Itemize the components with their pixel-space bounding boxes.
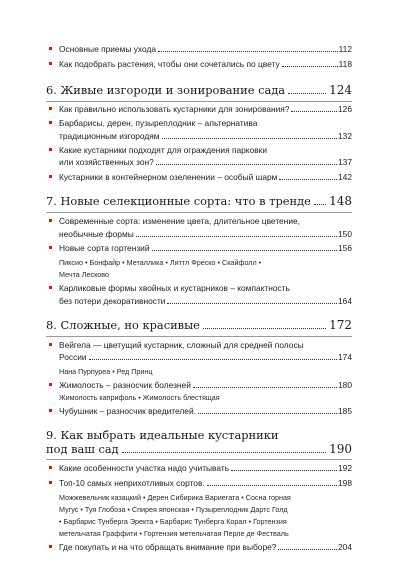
toc-entry-title-line: Современные сорта: изменение цвета, длительное цветение, <box>59 216 301 226</box>
toc-page-number: 185 <box>338 406 352 416</box>
dot-leader <box>314 204 326 205</box>
toc-entry-title: традиционным изгородям <box>59 131 160 141</box>
toc-entry[interactable] <box>59 352 352 362</box>
dot-leader <box>279 179 337 180</box>
toc-subitems: Пиксио • Бонфайр • Металлика • Литтл Фреско • Скайфолл • <box>59 258 262 267</box>
toc-entry-title: Новые сорта гортензий <box>59 243 150 253</box>
toc-entry[interactable] <box>59 380 352 390</box>
bullet-icon <box>49 246 52 249</box>
toc-entry-title: или хозяйственных зон? <box>59 157 154 167</box>
toc-entry-title: Жимолость – разносчик болезней <box>59 380 191 390</box>
toc-entry-title: Как подобрать растения, чтобы они сочетались по цвету <box>59 59 280 69</box>
bullet-icon <box>49 175 52 178</box>
chapter-title-line: 9. Как выбрать идеальные кустарники <box>46 428 279 442</box>
toc-subitems: Жимолость каприфоль • Жимолость блестящая <box>59 393 220 402</box>
bullet-icon <box>49 47 52 50</box>
toc-entry[interactable] <box>59 542 352 552</box>
chapter-rule <box>46 459 352 460</box>
toc-subitems: • Барбарис Тунберга Эректа • Барбарис Тунберга Корал • Гортензия <box>59 517 287 526</box>
bullet-icon <box>49 409 52 412</box>
toc-subitems: Нана Пурпуреа • Ред Принц <box>59 367 153 376</box>
toc-entry-title: Основные приемы ухода <box>59 44 156 54</box>
toc-subitems: метельчатая Граффити • Гортензия метельчатая Перле де Фестваль <box>59 529 289 538</box>
bullet-icon <box>49 219 52 222</box>
toc-entry[interactable] <box>59 131 352 141</box>
dot-leader <box>198 413 337 414</box>
chapter-title: под ваш сад <box>46 442 119 456</box>
chapter-heading[interactable] <box>46 442 352 456</box>
bullet-icon <box>49 545 52 548</box>
toc-entry-title-line: Карликовые формы хвойных и кустарников – компактность <box>59 283 290 293</box>
toc-page-number: 192 <box>338 463 352 473</box>
dot-leader <box>167 303 337 304</box>
chapter-heading[interactable] <box>46 318 352 332</box>
toc-entry[interactable] <box>59 478 352 488</box>
toc-page-number: 118 <box>338 59 352 69</box>
chapter-page-number: 148 <box>329 194 352 208</box>
chapter-title: 7. Новые селекционные сорта: что в тренде <box>46 194 311 208</box>
dot-leader <box>231 470 337 471</box>
dot-leader <box>207 485 337 486</box>
toc-page-number: 126 <box>338 104 352 114</box>
toc-entry[interactable] <box>59 463 352 473</box>
chapter-rule <box>46 212 352 213</box>
toc-entry-title: Где покупать и на что обращать внимание при выборе? <box>59 542 277 552</box>
chapter-title: 6. Живые изгороди и зонирование сада <box>46 83 286 97</box>
toc-entry[interactable] <box>59 296 352 306</box>
dot-leader <box>288 93 326 94</box>
toc-page-number: 204 <box>338 542 352 552</box>
toc-entry-title: Как правильно использовать кустарники для зонирования? <box>59 104 290 114</box>
toc-entry-title: Чубушник – разносчик вредителей. <box>59 406 196 416</box>
chapter-heading[interactable] <box>46 83 352 97</box>
toc-page-number: 137 <box>338 157 352 167</box>
toc-entry-title-line: Барбарисы, дерен, пузыреплодник – альтернатива <box>59 118 258 128</box>
dot-leader <box>152 250 337 251</box>
dot-leader <box>158 51 338 52</box>
toc-subitems: Мугус • Туя Глобоза • Спирея японская • Пузыреплодник Дартс Голд <box>59 505 288 514</box>
toc-entry-title: Топ-10 самых неприхотливых сортов. <box>59 478 205 488</box>
toc-entry-title-line: Вейгела — цветущий кустарник, сложный для средней полосы <box>59 340 304 350</box>
dot-leader <box>291 111 337 112</box>
toc-page-number: 198 <box>338 478 352 488</box>
toc-page-number: 142 <box>338 172 352 182</box>
bullet-icon <box>49 286 52 289</box>
toc-page-number: 112 <box>338 44 352 54</box>
chapter-page-number: 124 <box>329 83 352 97</box>
table-of-contents <box>46 0 352 586</box>
toc-page-number: 156 <box>338 243 352 253</box>
toc-page-number: 180 <box>338 380 352 390</box>
toc-entry-title-line: Какие кустарники подходят для ограждения парковки <box>59 145 268 155</box>
toc-entry-title: Кустарники в контейнерном озеленении – особый шарм <box>59 172 278 182</box>
chapter-rule <box>46 101 352 102</box>
dot-leader <box>89 359 337 360</box>
toc-entry[interactable] <box>59 104 352 114</box>
toc-subitems: Мечта Лесково <box>59 270 110 279</box>
bullet-icon <box>49 121 52 124</box>
toc-entry-title: без потери декоративности <box>59 296 166 306</box>
toc-entry[interactable] <box>59 59 352 69</box>
toc-entry[interactable] <box>59 229 352 239</box>
chapter-rule <box>46 336 352 337</box>
toc-entry-title: необычные формы <box>59 229 134 239</box>
toc-page-number: 164 <box>338 296 352 306</box>
toc-subitems: Можжевельник казацкий • Дерен Сибирика Вариегата • Сосна горная <box>59 493 291 502</box>
dot-leader <box>282 66 338 67</box>
dot-leader <box>156 164 337 165</box>
toc-entry[interactable] <box>59 44 352 54</box>
dot-leader <box>193 387 337 388</box>
dot-leader <box>136 236 337 237</box>
toc-entry[interactable] <box>59 406 352 416</box>
chapter-title: 8. Сложные, но красивые <box>46 318 200 332</box>
chapter-page-number: 190 <box>329 442 352 456</box>
chapter-heading[interactable] <box>46 194 352 208</box>
dot-leader <box>278 549 337 550</box>
toc-entry-title: России <box>59 352 87 362</box>
bullet-icon <box>49 62 52 65</box>
toc-entry[interactable] <box>59 172 352 182</box>
toc-page-number: 132 <box>338 131 352 141</box>
bullet-icon <box>49 343 52 346</box>
toc-page-number: 174 <box>338 352 352 362</box>
dot-leader <box>203 328 326 329</box>
bullet-icon <box>49 148 52 151</box>
dot-leader <box>162 138 337 139</box>
bullet-icon <box>49 481 52 484</box>
bullet-icon <box>49 383 52 386</box>
bullet-icon <box>49 107 52 110</box>
dot-leader <box>122 452 326 453</box>
chapter-page-number: 172 <box>329 318 352 332</box>
bullet-icon <box>49 466 52 469</box>
toc-entry-title: Какие особенности участка надо учитывать <box>59 463 230 473</box>
toc-page-number: 150 <box>338 229 352 239</box>
toc-entry[interactable] <box>59 243 352 253</box>
toc-entry[interactable] <box>59 157 352 167</box>
